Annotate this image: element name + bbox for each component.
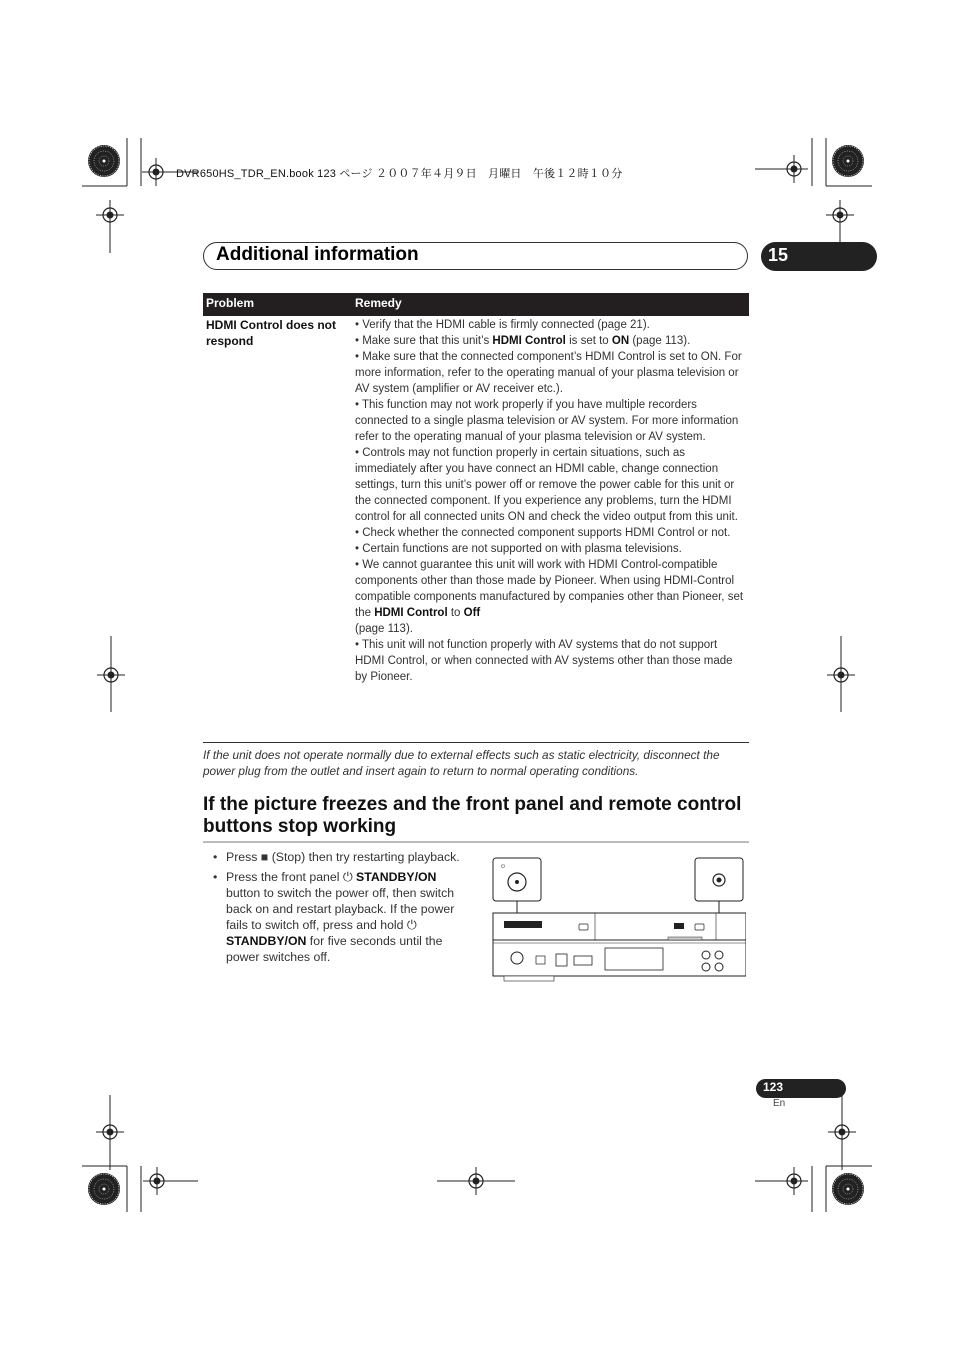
remedy-item: • Certain functions are not supported on with plasma televisions. [355,543,682,555]
remedy-item: • This unit will not function properly with AV systems that do not support HDMI Control, or when connected with AV systems other than those made by Pioneer. [355,639,733,683]
bullet-item: • Press ■ (Stop) then try restarting playback. [213,850,460,864]
remedy-item: • Verify that the HDMI cable is firmly connected (page 21). [355,319,650,331]
stop-icon: ■ [260,850,269,864]
print-filename: DVR650HS_TDR_EN.book 123 ページ ２００７年４月９日 月曜日 午後１２時１０分 [176,168,623,180]
table-header [203,293,749,316]
problem-cell: HDMI Control does not respond [206,318,336,348]
chapter-number: 15 [768,245,789,265]
section-rule [203,841,749,843]
front-panel-illustration [490,855,746,985]
power-icon: ⏻ [406,918,417,932]
section-title: If the picture freezes and the front panel and remote control buttons stop working [203,794,742,837]
italic-note: If the unit does not operate normally due to external effects such as static electricity, disconnect the power plug from the outlet and insert again to return to normal operating conditions. [203,748,720,778]
column-header-remedy: Remedy [355,296,402,310]
remedy-item: • Check whether the connected component supports HDMI Control or not. [355,527,731,539]
remedy-item: • We cannot guarantee this unit will work with HDMI Control-compatible components other than those made by Pioneer. When using HDMI-Control compatible components manufactured by companies other than Pioneer, set the HDMI Control to Off (page 113). [355,559,744,635]
page-title: Additional information [216,244,419,265]
table-bottom-rule [203,742,749,743]
bullet-list [213,849,463,969]
power-icon: ⏻ [342,870,353,884]
page-number: 123 [763,1080,784,1094]
remedy-item: • Make sure that this unit’s HDMI Control is set to ON (page 113). [355,335,691,347]
column-header-problem: Problem [206,296,255,310]
svg-text:⏻: ⏻ [501,864,505,870]
remedy-item: • This function may not work properly if you have multiple recorders connected to a single plasma television or AV system. For more information refer to the operating manual of your plasma television or AV system. [355,399,739,443]
remedy-cell [355,317,747,685]
remedy-item: • Make sure that the connected component’s HDMI Control is set to ON. For more information, refer to the operating manual of your plasma television or AV system (amplifier or AV receiver etc.). [355,351,742,395]
remedy-item: • Controls may not function properly in certain situations, such as immediately after you have connect an HDMI cable, change connection settings, turn this unit’s power off or remove the power cable for this unit or the connected component. If you experience any problems, turn the HDMI control for all connected units ON and check the video output from this unit. [355,447,738,523]
bullet-item: • Press the front panel ⏻ STANDBY/ON button to switch the power off, then switch back on and restart playback. If the power fails to switch off, press and hold ⏻ STANDBY/ON for five seconds until the power switches off. [213,870,455,964]
page-language: En [773,1098,786,1109]
